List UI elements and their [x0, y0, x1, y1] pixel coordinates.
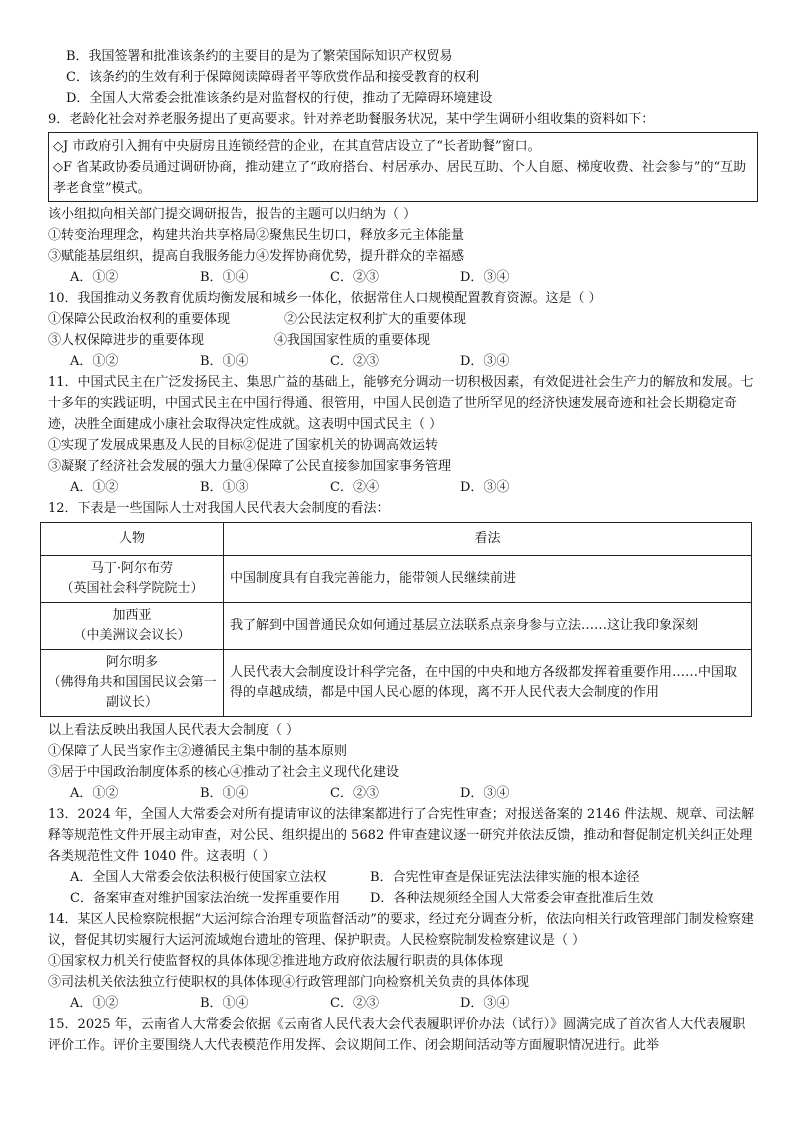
person-name: 阿尔明多 [105, 655, 158, 670]
person-org: （英国社会科学院院士） [60, 581, 204, 596]
q14-statements-2: ③司法机关依法独立行使职权的具体体现④行政管理部门向检察机关负责的具体体现 [48, 975, 530, 990]
q9-material-box [48, 132, 758, 202]
exam-page [48, 46, 758, 1056]
option-d[interactable]: D．各种法规须经全国人大常委会审查批准后生效 [370, 891, 654, 906]
q13-options-row2 [48, 888, 758, 909]
option-d[interactable]: D．③④ [460, 480, 510, 495]
q8-option-d: D．全国人大常委会批准该条约是对监督权的行使，推动了无障碍环境建设 [66, 91, 493, 106]
q9-options [48, 267, 758, 288]
q10-statement-1: ①保障公民政治权利的重要体现 [48, 312, 231, 327]
option-a[interactable]: A．①② [70, 480, 119, 495]
person-cell [41, 603, 224, 650]
q12-stem: 12．下表是一些国际人士对我国人民代表大会制度的看法： [48, 501, 390, 516]
q9-material-2: ◇F 省某政协委员通过调研协商，推动建立了“政府搭台、村居承办、居民互助、个人自愿、梯度收费、社会参与”的“互助孝老食堂”模式。 [53, 160, 747, 196]
option-d[interactable]: D．③④ [460, 354, 510, 369]
q10-options [48, 351, 758, 372]
q15-stem: 15．2025 年，云南省人大常委会依据《云南省人民代表大会代表履职评价办法（试行）》圆满完成了首次省人大代表履职评价工作。评价主要围绕人大代表模范作用发挥、会议期间工作、闭会期间活动等方面履职情况进行。此举 [48, 1017, 746, 1053]
option-d[interactable]: D．③④ [460, 270, 510, 285]
option-b[interactable]: B．①④ [200, 996, 249, 1011]
option-b[interactable]: B．①④ [200, 270, 249, 285]
option-d[interactable]: D．③④ [460, 786, 510, 801]
option-c[interactable]: C．②④ [330, 480, 379, 495]
option-b[interactable]: B．①④ [200, 354, 249, 369]
person-org: （佛得角共和国国民议会第一副议长） [47, 675, 217, 710]
view-cell: 中国制度具有自我完善能力，能带领人民继续前进 [224, 556, 752, 603]
q8-option-b: B．我国签署和批准该条约的主要目的是为了繁荣国际知识产权贸易 [66, 49, 453, 64]
q10-statements-row1 [48, 309, 758, 330]
q8-option-c: C．该条约的生效有利于保障阅读障碍者平等欣赏作品和接受教育的权利 [66, 70, 479, 85]
option-c[interactable]: C．备案审查对维护国家法治统一发挥重要作用 [70, 891, 340, 906]
q9-material-1: ◇J 市政府引入拥有中央厨房且连锁经营的企业，在其直营店设立了“长者助餐”窗口。 [53, 139, 541, 154]
q10-statement-2: ②公民法定权利扩大的重要体现 [284, 312, 467, 327]
q9-statements-1: ①转变治理理念，构建共治共享格局②聚焦民生切口，释放多元主体能量 [48, 228, 465, 243]
q11-options [48, 477, 758, 498]
header-person: 人物 [41, 523, 224, 556]
q13-options-row1 [48, 867, 758, 888]
q10-stem: 10．我国推动义务教育优质均衡发展和城乡一体化，依据常住人口规模配置教育资源。这是（ ） [48, 291, 602, 306]
q13-stem: 13．2024 年，全国人大常委会对所有提请审议的法律案都进行了合宪性审查；对报送备案的 2146 件法规、规章、司法解释等规范性文件开展主动审查，对公民、组织提出的 5682 件审查建议逐一研究并依法反馈，推动和督促制定机关纠正处理各类规范性文件 1040 件。这表明（ ） [48, 807, 755, 864]
q14-statements-1: ①国家权力机关行使监督权的具体体现②推进地方政府依法履行职责的具体体现 [48, 954, 504, 969]
q12-statements-2: ③居于中国政治制度体系的核心④推动了社会主义现代化建设 [48, 765, 400, 780]
header-view: 看法 [224, 523, 752, 556]
q9-stem: 9．老龄化社会对养老服务提出了更高要求。针对养老助餐服务状况，某中学生调研小组收集的资料如下： [48, 112, 655, 127]
option-c[interactable]: C．②③ [330, 996, 379, 1011]
q10-statement-4: ④我国国家性质的重要体现 [274, 333, 431, 348]
q12-statements-1: ①保障了人民当家作主②遵循民主集中制的基本原则 [48, 744, 348, 759]
q9-question: 该小组拟向相关部门提交调研报告，报告的主题可以归纳为（ ） [48, 207, 417, 222]
option-a[interactable]: A．①② [70, 270, 119, 285]
person-org: （中美洲议会议长） [73, 628, 191, 643]
q14-options [48, 993, 758, 1014]
q14-stem: 14．某区人民检察院根据“大运河综合治理专项监督活动”的要求，经过充分调查分析，依法向相关行政管理部门制发检察建议，督促其切实履行大运河流域炮台遗址的管理、保护职责。人民检察院制发检察建议是（ ） [48, 912, 754, 948]
person-cell [41, 556, 224, 603]
option-b[interactable]: B．合宪性审查是保证宪法法律实施的根本途径 [370, 870, 640, 885]
option-c[interactable]: C．②③ [330, 786, 379, 801]
q11-statements-2: ③凝聚了经济社会发展的强大力量④保障了公民直接参加国家事务管理 [48, 459, 452, 474]
option-b[interactable]: B．①④ [200, 786, 249, 801]
table-row [41, 650, 752, 717]
q9-statements-2: ③赋能基层组织，提高自我服务能力④发挥协商优势，提升群众的幸福感 [48, 249, 465, 264]
q11-stem: 11．中国式民主在广泛发扬民主、集思广益的基础上，能够充分调动一切积极因素，有效促进社会生产力的解放和发展。七十多年的实践证明，中国式民主在中国行得通、很管用，中国人民创造了世所罕见的经济快速发展奇迹和社会长期稳定奇迹，决胜全面建成小康社会取得决定性成就。这表明中国式民主（ ） [48, 375, 754, 432]
q12-question: 以上看法反映出我国人民代表大会制度（ ） [48, 723, 300, 738]
q12-views-table [40, 522, 752, 717]
option-c[interactable]: C．②③ [330, 354, 379, 369]
option-a[interactable]: A．①② [70, 996, 119, 1011]
q10-statement-3: ③人权保障进步的重要体现 [48, 333, 205, 348]
view-cell: 人民代表大会制度设计科学完备，在中国的中央和地方各级都发挥着重要作用……中国取得的卓越成绩，都是中国人民心愿的体现，离不开人民代表大会制度的作用 [224, 650, 752, 717]
option-a[interactable]: A．①② [70, 354, 119, 369]
q12-options [48, 783, 758, 804]
option-a[interactable]: A．全国人大常委会依法积极行使国家立法权 [70, 870, 327, 885]
table-header-row [41, 523, 752, 556]
person-name: 加西亚 [112, 608, 152, 623]
person-cell [41, 650, 224, 717]
view-cell: 我了解到中国普通民众如何通过基层立法联系点亲身参与立法……这让我印象深刻 [224, 603, 752, 650]
q10-statements-row2 [48, 330, 758, 351]
table-row [41, 556, 752, 603]
person-name: 马丁·阿尔布劳 [90, 561, 174, 576]
option-b[interactable]: B．①③ [200, 480, 249, 495]
option-c[interactable]: C．②③ [330, 270, 379, 285]
table-row [41, 603, 752, 650]
option-d[interactable]: D．③④ [460, 996, 510, 1011]
q11-statements-1: ①实现了发展成果惠及人民的目标②促进了国家机关的协调高效运转 [48, 438, 439, 453]
option-a[interactable]: A．①② [70, 786, 119, 801]
